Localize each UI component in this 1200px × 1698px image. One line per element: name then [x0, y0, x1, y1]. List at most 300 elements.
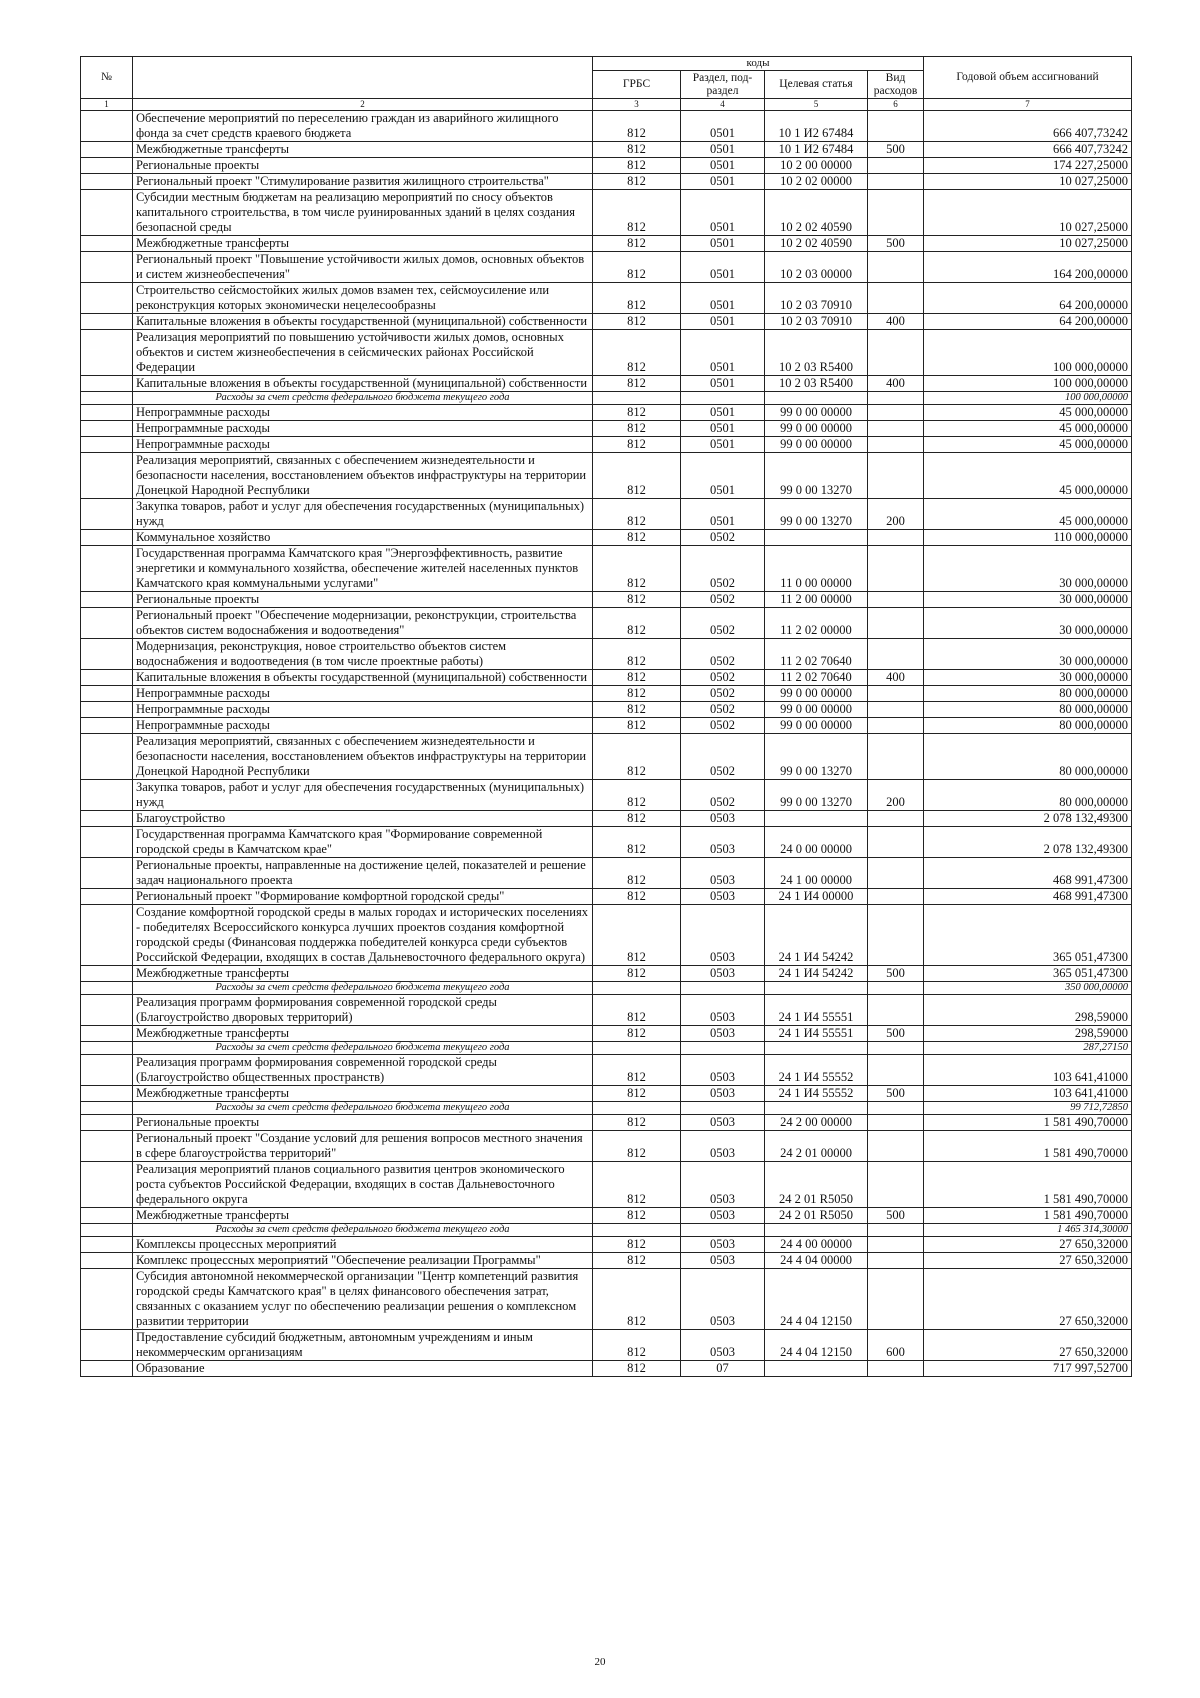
row-name-cell: Государственная программа Камчатского края "Формирование современной городской среды в Камчатском крае" — [133, 827, 593, 858]
table-row — [81, 158, 1132, 174]
row-name-cell: Субсидия автономной некоммерческой организации "Центр компетенций развития городской среды Камчатского края" в целях финансового обеспечения затрат, связанных с оказанием услуг по обеспечению реализации решения о комплексном развитии территории — [133, 1269, 593, 1330]
col-number: 7 — [924, 99, 1132, 111]
annual-volume-cell: 717 997,52700 — [924, 1361, 1132, 1377]
target-article-cell: 24 4 04 12150 — [765, 1269, 868, 1330]
col-number: 4 — [681, 99, 765, 111]
grbs-cell: 812 — [593, 252, 681, 283]
annual-volume-cell: 666 407,73242 — [924, 142, 1132, 158]
target-article-cell — [765, 1102, 868, 1115]
grbs-cell: 812 — [593, 111, 681, 142]
annual-volume-cell: 27 650,32000 — [924, 1253, 1132, 1269]
row-name-cell: Региональные проекты — [133, 158, 593, 174]
table-row — [81, 376, 1132, 392]
annual-volume-cell: 30 000,00000 — [924, 670, 1132, 686]
target-article-cell: 99 0 00 13270 — [765, 499, 868, 530]
row-name-cell: Предоставление субсидий бюджетным, автономным учреждениям и иным некоммерческим организациям — [133, 1330, 593, 1361]
section-cell: 0502 — [681, 546, 765, 592]
target-article-cell — [765, 811, 868, 827]
target-article-cell: 10 2 02 00000 — [765, 174, 868, 190]
row-number-cell — [81, 827, 133, 858]
target-article-cell: 24 4 04 12150 — [765, 1330, 868, 1361]
table-row — [81, 405, 1132, 421]
grbs-cell: 812 — [593, 780, 681, 811]
row-name-cell: Непрограммные расходы — [133, 405, 593, 421]
target-article-cell: 99 0 00 13270 — [765, 734, 868, 780]
expense-type-cell — [868, 592, 924, 608]
grbs-cell: 812 — [593, 283, 681, 314]
expense-type-cell — [868, 453, 924, 499]
row-number-cell — [81, 453, 133, 499]
section-cell: 0501 — [681, 437, 765, 453]
grbs-cell — [593, 1042, 681, 1055]
table-row — [81, 174, 1132, 190]
annual-volume-cell: 30 000,00000 — [924, 608, 1132, 639]
row-number-cell — [81, 686, 133, 702]
header-section: Раздел, под-раздел — [681, 71, 765, 99]
row-number-cell — [81, 405, 133, 421]
row-name-cell: Комплекс процессных мероприятий "Обеспечение реализации Программы" — [133, 1253, 593, 1269]
row-number-cell — [81, 1253, 133, 1269]
header-number: № — [81, 57, 133, 99]
table-row — [81, 686, 1132, 702]
expense-type-cell: 500 — [868, 966, 924, 982]
budget-table-sheet — [80, 56, 1131, 1377]
target-article-cell: 99 0 00 00000 — [765, 437, 868, 453]
table-row — [81, 437, 1132, 453]
header-target-article: Целевая статья — [765, 71, 868, 99]
row-number-cell — [81, 1131, 133, 1162]
grbs-cell: 812 — [593, 702, 681, 718]
target-article-cell — [765, 982, 868, 995]
row-number-cell — [81, 780, 133, 811]
annual-volume-cell: 10 027,25000 — [924, 190, 1132, 236]
row-number-cell — [81, 1042, 133, 1055]
grbs-cell: 812 — [593, 453, 681, 499]
grbs-cell: 812 — [593, 1055, 681, 1086]
row-name-cell: Региональные проекты, направленные на достижение целей, показателей и решение задач национального проекта — [133, 858, 593, 889]
row-number-cell — [81, 718, 133, 734]
annual-volume-cell: 2 078 132,49300 — [924, 827, 1132, 858]
expense-type-cell — [868, 330, 924, 376]
annual-volume-cell: 174 227,25000 — [924, 158, 1132, 174]
table-row — [81, 702, 1132, 718]
table-row — [81, 142, 1132, 158]
table-row — [81, 905, 1132, 966]
row-name-cell: Комплексы процессных мероприятий — [133, 1237, 593, 1253]
row-name-cell: Межбюджетные трансферты — [133, 236, 593, 252]
section-cell: 0502 — [681, 702, 765, 718]
section-cell: 0503 — [681, 1162, 765, 1208]
grbs-cell: 812 — [593, 1026, 681, 1042]
grbs-cell: 812 — [593, 1361, 681, 1377]
annual-volume-cell: 365 051,47300 — [924, 905, 1132, 966]
expense-type-cell — [868, 158, 924, 174]
row-name-cell: Региональный проект "Обеспечение модернизации, реконструкции, строительства объектов систем водоснабжения и водоотведения" — [133, 608, 593, 639]
row-name-cell: Создание комфортной городской среды в малых городах и исторических поселениях - победителях Всероссийского конкурса лучших проектов создания комфортной городской среды (Финансовая поддержка победителей конкурса среди субъектов Российской Федерации, входящих в состав Дальневосточного федерального округа) — [133, 905, 593, 966]
grbs-cell: 812 — [593, 530, 681, 546]
expense-type-cell — [868, 811, 924, 827]
row-number-cell — [81, 158, 133, 174]
target-article-cell: 99 0 00 00000 — [765, 421, 868, 437]
page-number: 20 — [594, 1656, 606, 1668]
table-row — [81, 453, 1132, 499]
target-article-cell — [765, 392, 868, 405]
table-row — [81, 889, 1132, 905]
annual-volume-cell: 10 027,25000 — [924, 236, 1132, 252]
section-cell: 0503 — [681, 889, 765, 905]
row-name-cell: Региональные проекты — [133, 1115, 593, 1131]
table-row — [81, 608, 1132, 639]
section-cell: 0502 — [681, 608, 765, 639]
target-article-cell: 11 0 00 00000 — [765, 546, 868, 592]
grbs-cell: 812 — [593, 1115, 681, 1131]
section-cell: 0501 — [681, 111, 765, 142]
expense-type-cell — [868, 702, 924, 718]
section-cell — [681, 392, 765, 405]
section-cell: 0502 — [681, 734, 765, 780]
target-article-cell — [765, 530, 868, 546]
row-number-cell — [81, 421, 133, 437]
table-row — [81, 995, 1132, 1026]
header-expense-type: Вид расходов — [868, 71, 924, 99]
grbs-cell: 812 — [593, 405, 681, 421]
row-number-cell — [81, 111, 133, 142]
expense-type-cell — [868, 889, 924, 905]
federal-funds-note-row — [81, 1042, 1132, 1055]
row-number-cell — [81, 639, 133, 670]
expense-type-cell — [868, 437, 924, 453]
grbs-cell: 812 — [593, 827, 681, 858]
annual-volume-cell: 103 641,41000 — [924, 1086, 1132, 1102]
row-number-cell — [81, 608, 133, 639]
table-row — [81, 190, 1132, 236]
table-row — [81, 1026, 1132, 1042]
table-row — [81, 1361, 1132, 1377]
header-grbs: ГРБС — [593, 71, 681, 99]
section-cell: 0502 — [681, 639, 765, 670]
expense-type-cell — [868, 827, 924, 858]
expense-type-cell — [868, 1042, 924, 1055]
row-number-cell — [81, 392, 133, 405]
annual-volume-cell: 1 581 490,70000 — [924, 1115, 1132, 1131]
table-row — [81, 1253, 1132, 1269]
table-row — [81, 283, 1132, 314]
target-article-cell: 10 1 И2 67484 — [765, 111, 868, 142]
expense-type-cell: 500 — [868, 1026, 924, 1042]
target-article-cell: 99 0 00 13270 — [765, 453, 868, 499]
annual-volume-cell: 666 407,73242 — [924, 111, 1132, 142]
row-number-cell — [81, 190, 133, 236]
row-number-cell — [81, 1224, 133, 1237]
row-name-cell: Субсидии местным бюджетам на реализацию мероприятий по сносу объектов капитального строительства, в том числе руинированных зданий в целях создания безопасной среды — [133, 190, 593, 236]
row-name-cell: Непрограммные расходы — [133, 421, 593, 437]
section-cell: 0501 — [681, 158, 765, 174]
grbs-cell: 812 — [593, 174, 681, 190]
grbs-cell: 812 — [593, 608, 681, 639]
target-article-cell: 10 2 03 00000 — [765, 252, 868, 283]
target-article-cell: 11 2 02 00000 — [765, 608, 868, 639]
expense-type-cell — [868, 858, 924, 889]
row-number-cell — [81, 1115, 133, 1131]
section-cell: 0501 — [681, 252, 765, 283]
row-name-cell: Непрограммные расходы — [133, 702, 593, 718]
section-cell: 0501 — [681, 314, 765, 330]
annual-volume-cell: 45 000,00000 — [924, 421, 1132, 437]
section-cell: 0502 — [681, 780, 765, 811]
target-article-cell: 24 0 00 00000 — [765, 827, 868, 858]
grbs-cell: 812 — [593, 1237, 681, 1253]
expense-type-cell — [868, 1224, 924, 1237]
grbs-cell: 812 — [593, 421, 681, 437]
target-article-cell: 10 2 03 70910 — [765, 283, 868, 314]
section-cell: 0502 — [681, 686, 765, 702]
row-name-cell: Коммунальное хозяйство — [133, 530, 593, 546]
table-row — [81, 966, 1132, 982]
row-name-cell: Обеспечение мероприятий по переселению граждан из аварийного жилищного фонда за счет средств краевого бюджета — [133, 111, 593, 142]
expense-type-cell — [868, 111, 924, 142]
expense-type-cell — [868, 283, 924, 314]
section-cell: 07 — [681, 1361, 765, 1377]
row-name-cell: Реализация мероприятий планов социального развития центров экономического роста субъектов Российской Федерации, входящих в состав Дальневосточного федерального округа — [133, 1162, 593, 1208]
section-cell: 0503 — [681, 966, 765, 982]
target-article-cell: 10 1 И2 67484 — [765, 142, 868, 158]
row-name-cell: Расходы за счет средств федерального бюджета текущего года — [133, 392, 593, 405]
annual-volume-cell: 468 991,47300 — [924, 858, 1132, 889]
expense-type-cell — [868, 252, 924, 283]
annual-volume-cell: 2 078 132,49300 — [924, 811, 1132, 827]
row-name-cell: Капитальные вложения в объекты государственной (муниципальной) собственности — [133, 376, 593, 392]
row-name-cell: Межбюджетные трансферты — [133, 966, 593, 982]
table-row — [81, 236, 1132, 252]
annual-volume-cell: 45 000,00000 — [924, 437, 1132, 453]
row-name-cell: Благоустройство — [133, 811, 593, 827]
row-number-cell — [81, 1102, 133, 1115]
row-number-cell — [81, 982, 133, 995]
col-number: 1 — [81, 99, 133, 111]
annual-volume-cell: 100 000,00000 — [924, 392, 1132, 405]
row-number-cell — [81, 314, 133, 330]
expense-type-cell: 500 — [868, 236, 924, 252]
section-cell — [681, 982, 765, 995]
expense-type-cell — [868, 530, 924, 546]
section-cell: 0502 — [681, 670, 765, 686]
table-row — [81, 111, 1132, 142]
target-article-cell: 24 1 И4 55552 — [765, 1086, 868, 1102]
row-name-cell: Расходы за счет средств федерального бюджета текущего года — [133, 1224, 593, 1237]
table-row — [81, 670, 1132, 686]
table-row — [81, 1237, 1132, 1253]
section-cell: 0503 — [681, 1115, 765, 1131]
target-article-cell: 24 4 00 00000 — [765, 1237, 868, 1253]
grbs-cell: 812 — [593, 236, 681, 252]
federal-funds-note-row — [81, 1224, 1132, 1237]
expense-type-cell — [868, 995, 924, 1026]
annual-volume-cell: 10 027,25000 — [924, 174, 1132, 190]
grbs-cell: 812 — [593, 314, 681, 330]
expense-type-cell — [868, 1269, 924, 1330]
row-number-cell — [81, 437, 133, 453]
table-row — [81, 1115, 1132, 1131]
target-article-cell: 11 2 02 70640 — [765, 670, 868, 686]
expense-type-cell — [868, 718, 924, 734]
target-article-cell: 11 2 00 00000 — [765, 592, 868, 608]
section-cell: 0501 — [681, 330, 765, 376]
annual-volume-cell: 365 051,47300 — [924, 966, 1132, 982]
row-name-cell: Образование — [133, 1361, 593, 1377]
row-number-cell — [81, 1269, 133, 1330]
grbs-cell — [593, 1224, 681, 1237]
grbs-cell: 812 — [593, 437, 681, 453]
target-article-cell — [765, 1361, 868, 1377]
expense-type-cell: 600 — [868, 1330, 924, 1361]
table-row — [81, 1055, 1132, 1086]
col-number: 3 — [593, 99, 681, 111]
grbs-cell: 812 — [593, 995, 681, 1026]
table-row — [81, 1162, 1132, 1208]
grbs-cell: 812 — [593, 1162, 681, 1208]
grbs-cell: 812 — [593, 670, 681, 686]
target-article-cell — [765, 1042, 868, 1055]
annual-volume-cell: 80 000,00000 — [924, 702, 1132, 718]
header-codes: коды — [593, 57, 924, 71]
expense-type-cell — [868, 1361, 924, 1377]
expense-type-cell: 400 — [868, 314, 924, 330]
row-name-cell: Региональный проект "Формирование комфортной городской среды" — [133, 889, 593, 905]
grbs-cell: 812 — [593, 811, 681, 827]
section-cell: 0503 — [681, 1237, 765, 1253]
row-name-cell: Модернизация, реконструкция, новое строительство объектов систем водоснабжения и водоотведения (в том числе проектные работы) — [133, 639, 593, 670]
row-number-cell — [81, 1162, 133, 1208]
annual-volume-cell: 30 000,00000 — [924, 639, 1132, 670]
section-cell: 0501 — [681, 142, 765, 158]
annual-volume-cell: 45 000,00000 — [924, 405, 1132, 421]
row-number-cell — [81, 330, 133, 376]
expense-type-cell — [868, 546, 924, 592]
expense-type-cell — [868, 982, 924, 995]
grbs-cell: 812 — [593, 1269, 681, 1330]
section-cell: 0503 — [681, 858, 765, 889]
grbs-cell: 812 — [593, 966, 681, 982]
target-article-cell: 99 0 00 13270 — [765, 780, 868, 811]
row-name-cell: Капитальные вложения в объекты государственной (муниципальной) собственности — [133, 670, 593, 686]
expense-type-cell — [868, 405, 924, 421]
row-number-cell — [81, 702, 133, 718]
table-row — [81, 811, 1132, 827]
row-number-cell — [81, 1208, 133, 1224]
row-number-cell — [81, 1026, 133, 1042]
target-article-cell: 99 0 00 00000 — [765, 718, 868, 734]
annual-volume-cell: 103 641,41000 — [924, 1055, 1132, 1086]
section-cell: 0503 — [681, 1131, 765, 1162]
target-article-cell: 10 2 03 R5400 — [765, 376, 868, 392]
section-cell: 0501 — [681, 236, 765, 252]
section-cell: 0501 — [681, 421, 765, 437]
row-number-cell — [81, 236, 133, 252]
annual-volume-cell: 350 000,00000 — [924, 982, 1132, 995]
grbs-cell: 812 — [593, 1208, 681, 1224]
grbs-cell: 812 — [593, 376, 681, 392]
expense-type-cell — [868, 421, 924, 437]
target-article-cell: 24 2 01 R5050 — [765, 1162, 868, 1208]
expense-type-cell — [868, 1237, 924, 1253]
row-number-cell — [81, 1086, 133, 1102]
row-number-cell — [81, 546, 133, 592]
annual-volume-cell: 298,59000 — [924, 1026, 1132, 1042]
row-number-cell — [81, 889, 133, 905]
row-name-cell: Закупка товаров, работ и услуг для обеспечения государственных (муниципальных) нужд — [133, 499, 593, 530]
row-number-cell — [81, 1237, 133, 1253]
section-cell: 0501 — [681, 453, 765, 499]
row-number-cell — [81, 1055, 133, 1086]
grbs-cell: 812 — [593, 1131, 681, 1162]
target-article-cell: 24 1 И4 00000 — [765, 889, 868, 905]
row-number-cell — [81, 174, 133, 190]
annual-volume-cell: 1 581 490,70000 — [924, 1162, 1132, 1208]
table-row — [81, 827, 1132, 858]
row-name-cell: Государственная программа Камчатского края "Энергоэффективность, развитие энергетики и коммунального хозяйства, обеспечение жителей населенных пунктов Камчатского края коммунальными услугами" — [133, 546, 593, 592]
target-article-cell: 10 2 00 00000 — [765, 158, 868, 174]
target-article-cell: 99 0 00 00000 — [765, 405, 868, 421]
row-number-cell — [81, 283, 133, 314]
header-annual-volume: Годовой объем ассигнований — [924, 57, 1132, 99]
section-cell: 0503 — [681, 811, 765, 827]
grbs-cell: 812 — [593, 330, 681, 376]
target-article-cell: 24 2 01 R5050 — [765, 1208, 868, 1224]
annual-volume-cell: 27 650,32000 — [924, 1269, 1132, 1330]
grbs-cell: 812 — [593, 190, 681, 236]
row-number-cell — [81, 905, 133, 966]
row-name-cell: Региональные проекты — [133, 592, 593, 608]
target-article-cell: 10 2 02 40590 — [765, 236, 868, 252]
table-row — [81, 252, 1132, 283]
grbs-cell: 812 — [593, 592, 681, 608]
target-article-cell: 99 0 00 00000 — [765, 702, 868, 718]
grbs-cell: 812 — [593, 142, 681, 158]
expense-type-cell — [868, 190, 924, 236]
target-article-cell — [765, 1224, 868, 1237]
annual-volume-cell: 64 200,00000 — [924, 314, 1132, 330]
target-article-cell: 24 1 И4 55552 — [765, 1055, 868, 1086]
expense-type-cell — [868, 686, 924, 702]
row-number-cell — [81, 811, 133, 827]
grbs-cell: 812 — [593, 686, 681, 702]
section-cell: 0503 — [681, 995, 765, 1026]
annual-volume-cell: 164 200,00000 — [924, 252, 1132, 283]
row-name-cell: Строительство сейсмостойких жилых домов взамен тех, сейсмоусиление или реконструкция которых экономически нецелесообразны — [133, 283, 593, 314]
row-number-cell — [81, 1330, 133, 1361]
row-number-cell — [81, 252, 133, 283]
annual-volume-cell: 80 000,00000 — [924, 780, 1132, 811]
annual-volume-cell: 110 000,00000 — [924, 530, 1132, 546]
section-cell: 0503 — [681, 1055, 765, 1086]
grbs-cell — [593, 982, 681, 995]
federal-funds-note-row — [81, 1102, 1132, 1115]
row-number-cell — [81, 995, 133, 1026]
section-cell: 0501 — [681, 405, 765, 421]
section-cell: 0503 — [681, 1253, 765, 1269]
target-article-cell: 11 2 02 70640 — [765, 639, 868, 670]
expense-type-cell: 500 — [868, 1208, 924, 1224]
row-name-cell: Закупка товаров, работ и услуг для обеспечения государственных (муниципальных) нужд — [133, 780, 593, 811]
row-name-cell: Региональный проект "Стимулирование развития жилищного строительства" — [133, 174, 593, 190]
grbs-cell: 812 — [593, 546, 681, 592]
row-name-cell: Непрограммные расходы — [133, 686, 593, 702]
expense-type-cell: 500 — [868, 142, 924, 158]
table-row — [81, 421, 1132, 437]
grbs-cell: 812 — [593, 1330, 681, 1361]
grbs-cell: 812 — [593, 718, 681, 734]
row-name-cell: Межбюджетные трансферты — [133, 142, 593, 158]
